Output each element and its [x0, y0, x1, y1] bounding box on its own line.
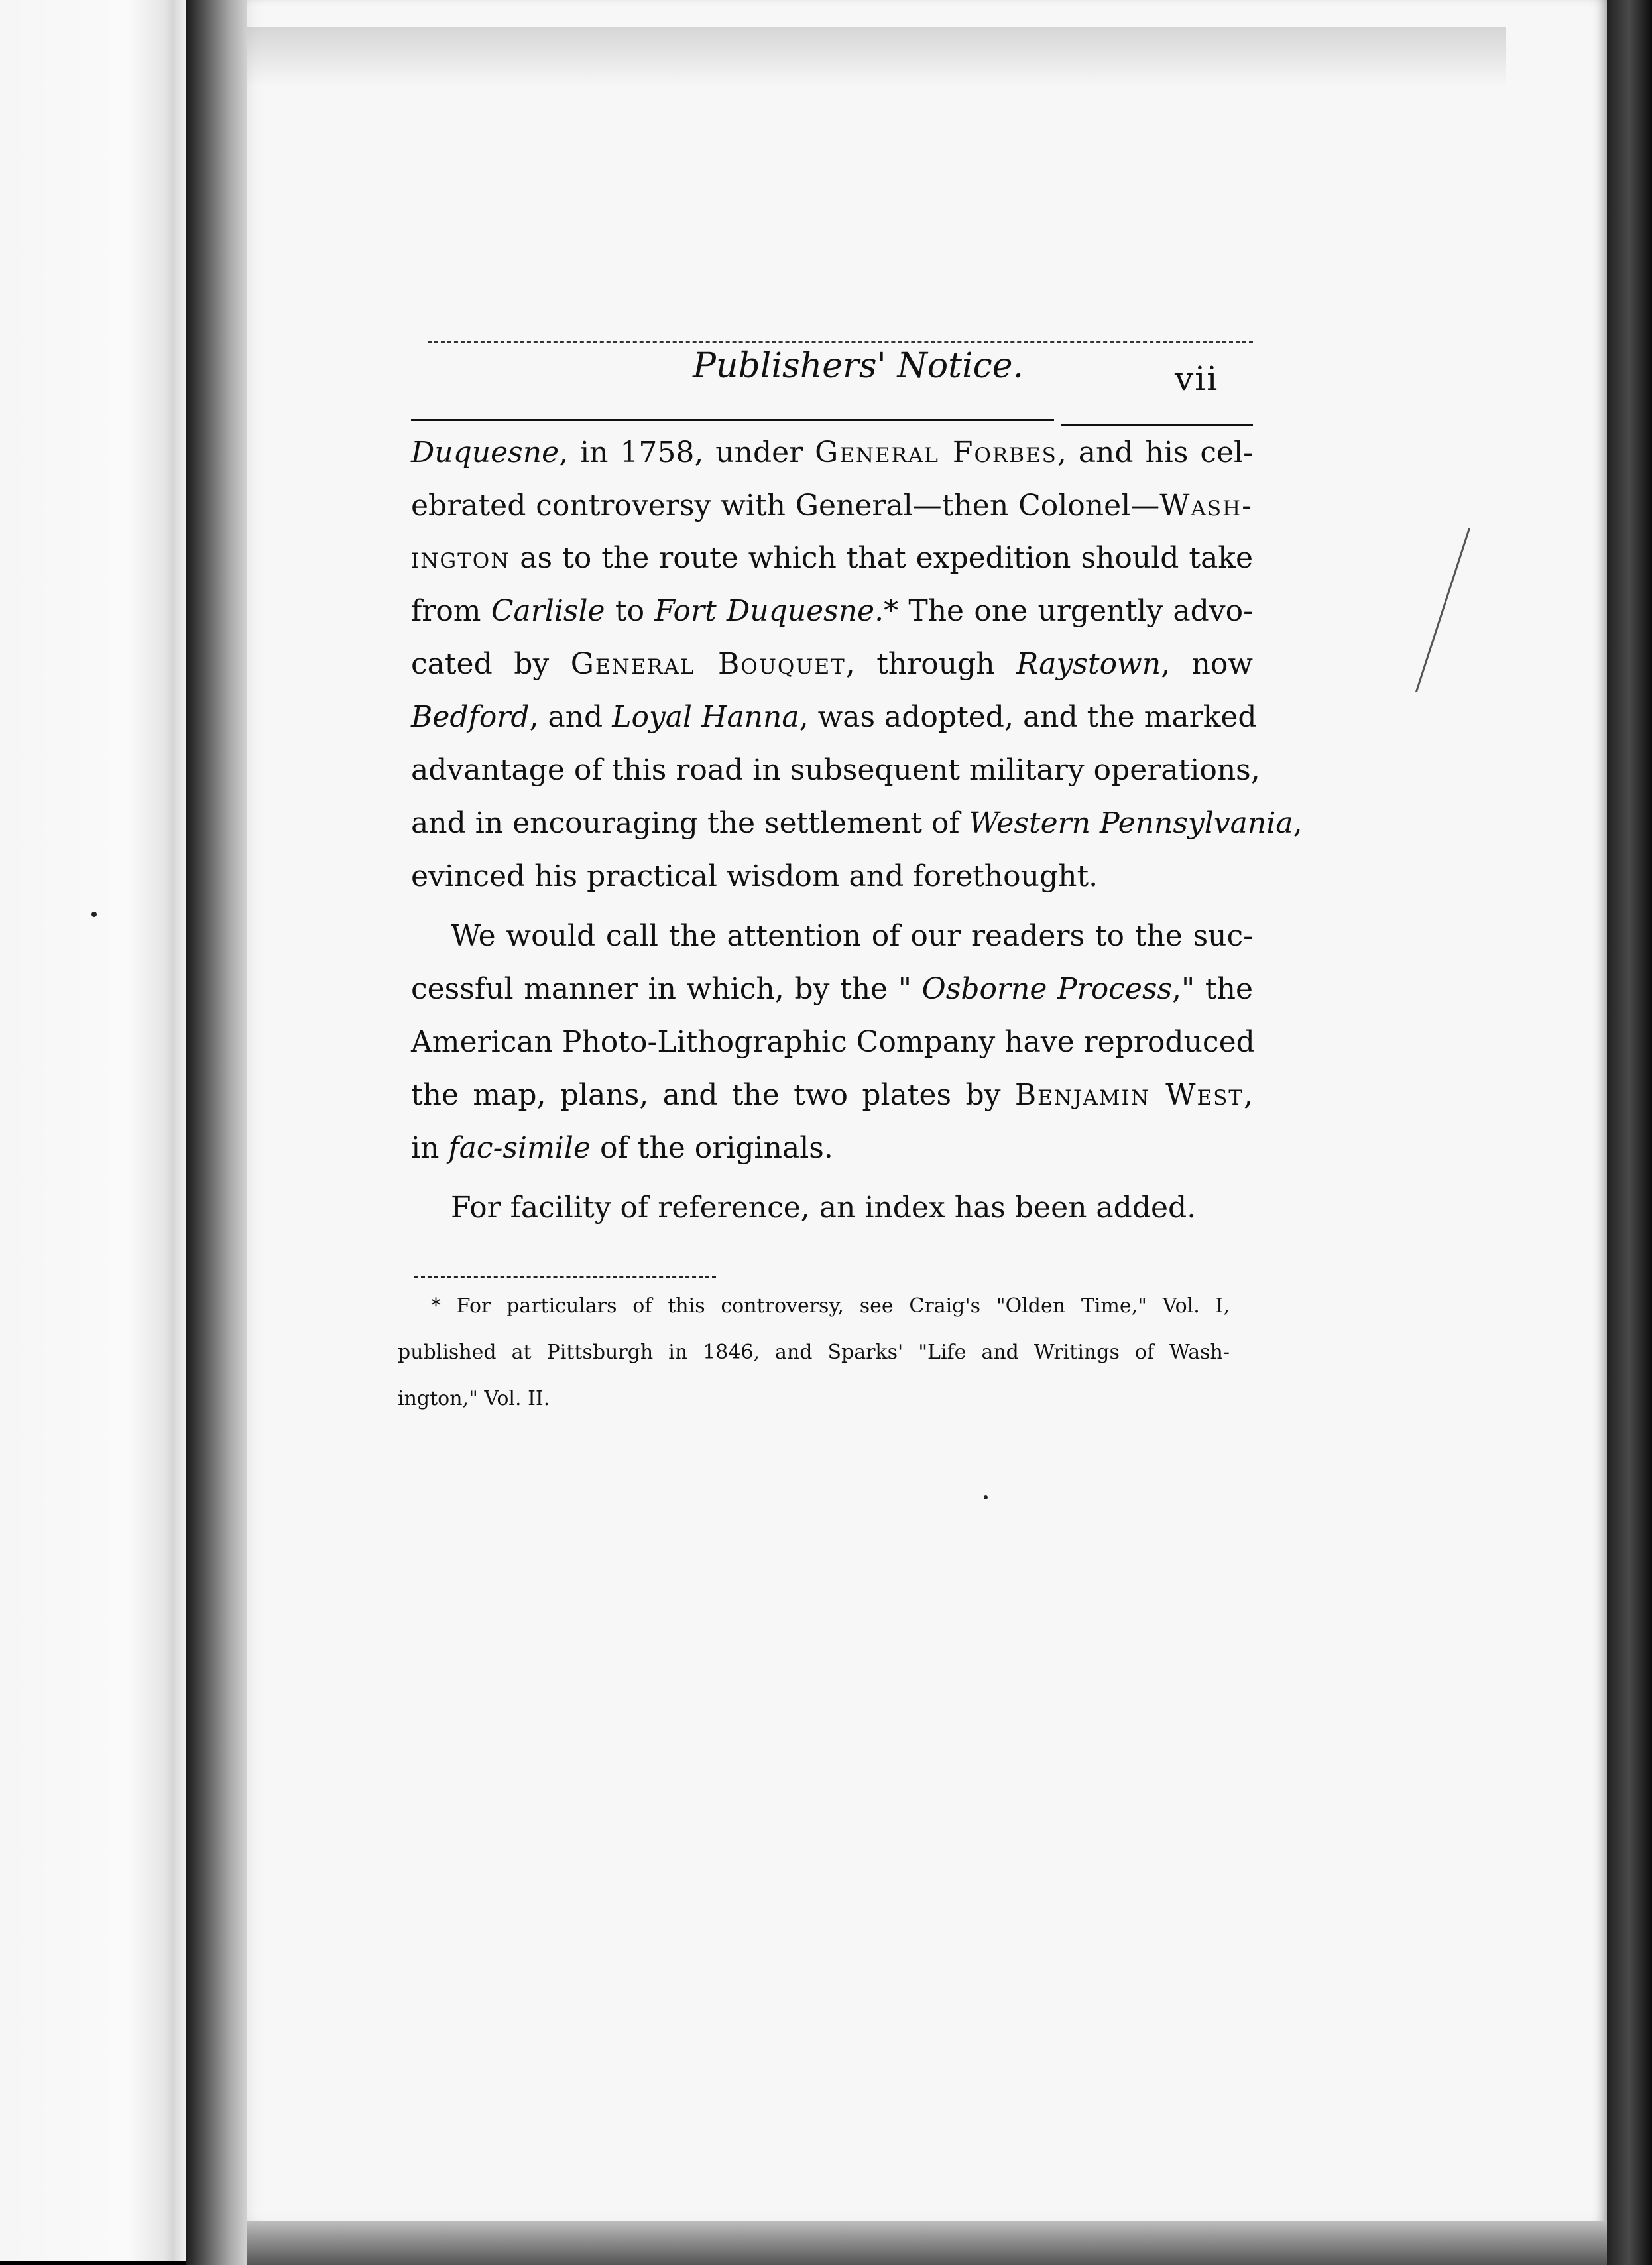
text-run: , now	[1161, 647, 1254, 681]
text-run: , through	[845, 647, 1017, 681]
text-line	[411, 698, 1257, 737]
text-run: ,	[1293, 806, 1303, 840]
left-page-fold	[174, 0, 186, 2261]
text-line	[411, 1129, 1253, 1168]
person-name: General Forbes	[815, 436, 1057, 469]
text-run: as to the route which that expedition should take	[510, 541, 1253, 575]
text-run: in	[411, 1131, 449, 1165]
person-name: ington	[411, 541, 510, 575]
right-page-edge	[1607, 0, 1652, 2265]
ink-speck	[984, 1495, 988, 1499]
text-run: , was adopted, and the marked	[799, 700, 1257, 734]
text-run: and in encouraging the settlement of	[411, 806, 969, 840]
footnote-line: ington," Vol. II.	[398, 1387, 550, 1410]
text-run: from	[411, 594, 491, 628]
text-run: ,	[1244, 1078, 1253, 1112]
left-page-edge	[0, 0, 182, 2261]
text-line	[411, 969, 1253, 1009]
place-name: Carlisle	[491, 594, 605, 628]
page-number: vii	[1175, 359, 1219, 398]
text-line: For facility of reference, an index has been added.	[451, 1191, 1197, 1225]
text-line	[411, 433, 1253, 473]
text-line	[411, 591, 1253, 631]
place-name: Raystown	[1016, 647, 1161, 681]
place-name: Bedford	[411, 700, 530, 734]
person-name: General Bouquet	[570, 647, 846, 681]
text-line	[411, 486, 1253, 526]
person-name: Wash-	[1159, 489, 1253, 522]
place-name: Western Pennsylvania	[969, 806, 1293, 840]
text-run: * The one urgently advo-	[884, 594, 1253, 628]
header-bottom-rule	[411, 419, 1054, 421]
process-name: Osborne Process	[921, 972, 1173, 1006]
text-run: cated by	[411, 647, 571, 681]
place-name: Fort Duquesne.	[654, 594, 884, 628]
text-line	[411, 538, 1253, 578]
text-line: evinced his practical wisdom and forethought.	[411, 859, 1098, 893]
header-bottom-rule-right	[1061, 424, 1253, 426]
running-head: Publishers' Notice.	[693, 346, 1024, 386]
place-name: Loyal Hanna	[612, 700, 799, 734]
page-top-shadow	[247, 27, 1506, 86]
footnote-line: * For particulars of this controversy, see Craig's "Olden Time," Vol. I,	[431, 1294, 1230, 1317]
text-run: , in 1758, under	[559, 436, 815, 469]
text-line	[411, 644, 1253, 684]
page-paper	[247, 0, 1607, 2248]
ink-speck	[91, 912, 97, 917]
header-top-rule	[428, 341, 1253, 343]
text-run: , and	[529, 700, 613, 734]
text-run: of the originals.	[591, 1131, 833, 1165]
emphasis: fac-simile	[448, 1131, 591, 1165]
text-run: , and his cel-	[1057, 436, 1253, 469]
text-run: ebrated controversy with General—then Colonel—	[411, 489, 1160, 522]
book-gutter	[186, 0, 249, 2265]
footnote-line: published at Pittsburgh in 1846, and Sparks' "Life and Writings of Wash-	[398, 1341, 1230, 1364]
text-line: American Photo-Lithographic Company have reproduced	[411, 1025, 1255, 1059]
text-line	[411, 1075, 1253, 1115]
text-run: to	[605, 594, 655, 628]
place-name: Duquesne	[411, 436, 560, 469]
text-line	[411, 804, 1303, 843]
footnote-rule	[414, 1276, 716, 1278]
text-run: ," the	[1172, 972, 1253, 1006]
text-line: We would call the attention of our readers to the suc-	[451, 919, 1253, 953]
page-bottom-edge	[247, 2221, 1607, 2265]
person-name: Benjamin West	[1014, 1078, 1244, 1112]
text-run: cessful manner in which, by the "	[411, 972, 922, 1006]
text-line: advantage of this road in subsequent military operations,	[411, 753, 1260, 787]
text-run: the map, plans, and the two plates by	[411, 1078, 1015, 1112]
